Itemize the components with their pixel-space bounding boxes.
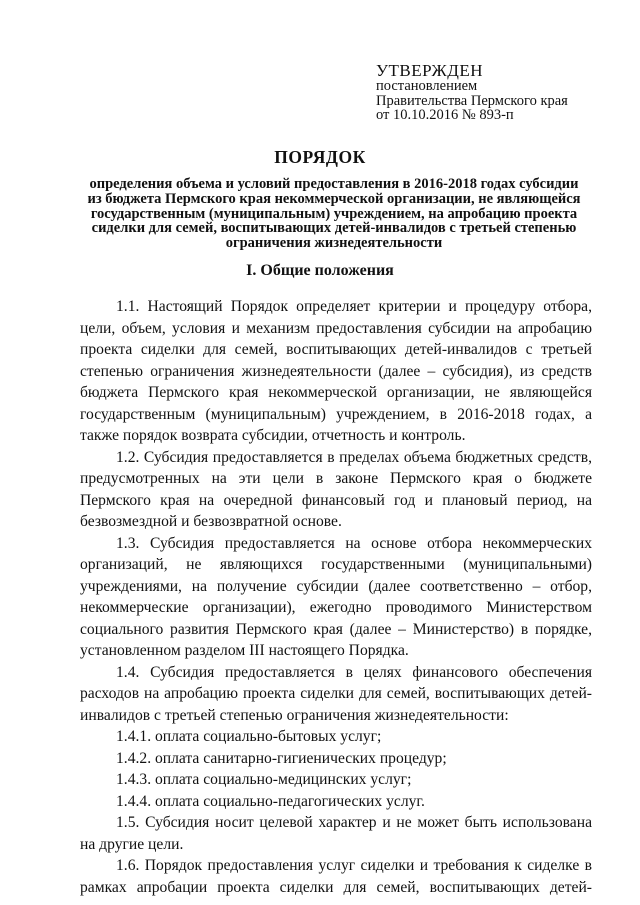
document-subtitle: определения объема и условий предоставления в 2016-2018 годах субсидии из бюджета Пермского края некоммерческой организации, не являющейся государственным (муниципальным) учреждением, на апробацию проекта сиделки для семей, воспитывающих детей-инвалидов с третьей степенью ограничения жизнедеятельности (87, 176, 581, 252)
approval-line: постановлением (376, 78, 478, 94)
list-item: 1.4.3. оплата социально-медицинских услуг; (116, 771, 412, 788)
list-item: 1.4.4. оплата социально-педагогических услуг. (116, 792, 425, 810)
paragraph: 1.2. Субсидия предоставляется в пределах объема бюджетных средств, предусмотренных на эти цели в законе Пермского края о бюджете Пермского края на очередной финансовый год и плановый период, на безвозмездной и безвозвратной основе. (80, 448, 592, 530)
approval-stamp (376, 62, 568, 123)
paragraph: 1.1. Настоящий Порядок определяет критерии и процедуру отбора, цели, объем, условия и механизм предоставления субсидии на апробацию проекта сиделки для семей, воспитывающих детей-инвалидов с третьей степенью ограничения жизнедеятельности (далее – субсидия), из средств бюджета Пермского края некоммерческой организации, не являющейся государственным (муниципальным) учреждением, в 2016-2018 годах, а также порядок возврата субсидии, отчетность и контроль. (80, 298, 592, 444)
paragraph: 1.6. Порядок предоставления услуг сиделки и требования к сиделке в рамках апробации проекта сиделки для семей, воспитывающих детей- (80, 857, 592, 896)
approval-date: от 10.10.2016 № 893-п (376, 107, 514, 123)
approval-line: Правительства Пермского края (376, 92, 568, 109)
section-heading: I. Общие положения (246, 262, 394, 279)
approval-heading: УТВЕРЖДЕН (376, 61, 483, 80)
document-title: ПОРЯДОК (274, 147, 366, 167)
document-body (80, 296, 592, 898)
list-item: 1.4.2. оплата санитарно-гигиенических процедур; (116, 749, 447, 767)
paragraph: 1.4. Субсидия предоставляется в целях финансового обеспечения расходов на апробацию проекта сиделки для семей, воспитывающих детей-инвалидов с третьей степенью ограничения жизнедеятельности: (80, 663, 592, 724)
list-item: 1.4.1. оплата социально-бытовых услуг; (116, 728, 382, 745)
paragraph: 1.3. Субсидия предоставляется на основе отбора некоммерческих организаций, не являющихся государственными (муниципальными) учреждениями, на получение субсидии (далее соответственно – отбор, некоммерческие организации), ежегодно проводимого Министерством социального развития Пермского края (далее – Министерство) в порядке, установленном разделом III настоящего Порядка. (80, 534, 592, 659)
paragraph: 1.5. Субсидия носит целевой характер и не может быть использована на другие цели. (80, 814, 592, 853)
